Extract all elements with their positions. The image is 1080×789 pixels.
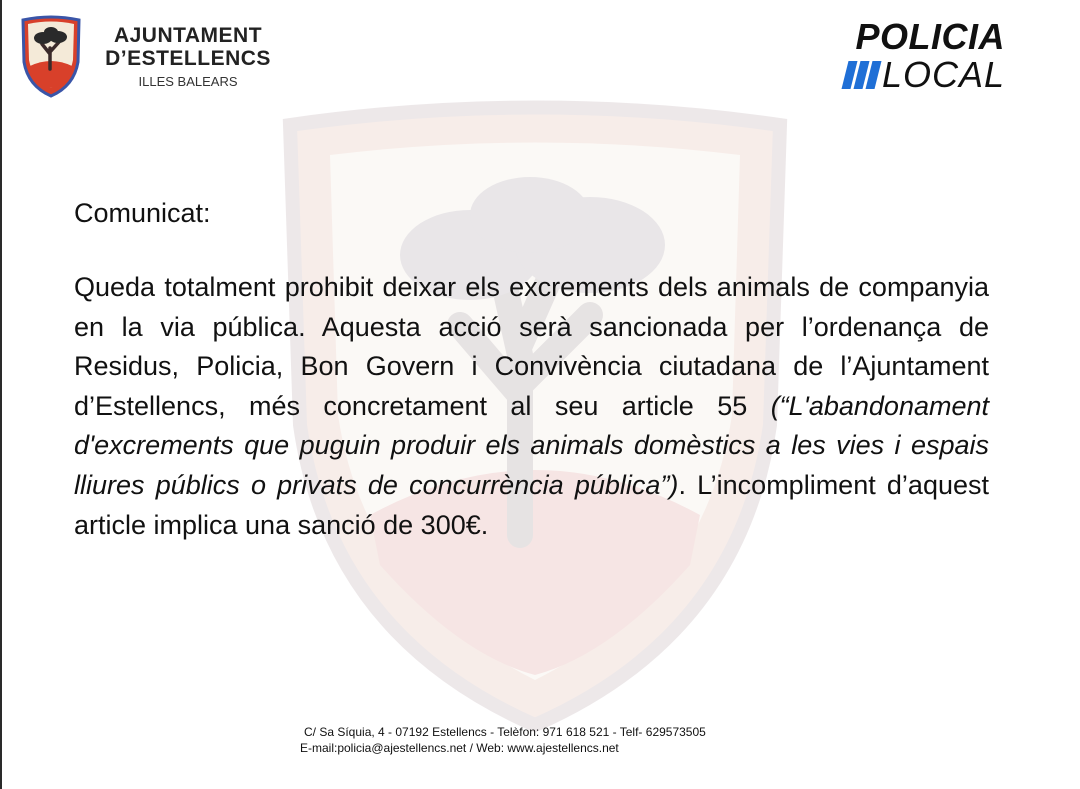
notice-body (74, 268, 989, 545)
police-stripes-icon (845, 61, 878, 89)
footer-address: C/ Sa Síquia, 4 - 07192 Estellencs - Telèfon: 971 618 521 - Telf- 629573505 (304, 725, 706, 739)
council-name-line2: D’ESTELLENCS (105, 47, 271, 70)
notice-heading: Comunicat: (74, 198, 211, 228)
notice-body-end: . L’incompliment d’aquest article implica una sanció de 300€. (74, 469, 989, 540)
council-name (88, 24, 288, 90)
police-logo-line1: POLICIA (855, 16, 1005, 57)
police-logo-line2: LOCAL (881, 54, 1005, 95)
footer-contact (300, 724, 800, 756)
council-shield-logo (20, 14, 82, 98)
council-name-line1: AJUNTAMENT (113, 24, 263, 47)
footer-email-web: E-mail:policia@ajestellencs.net / Web: www.ajestellencs.net (300, 741, 619, 755)
notice-body-main: Queda totalment prohibit deixar els excrements dels animals de companyia en la via pública. Aquesta acció serà sancionada per l’ordenança de Residus, Policia, Bon Govern i Convivència ciutadana de l’Ajuntament d’Estellencs, més concretament al seu article 55 (74, 272, 989, 421)
notice-article-quote: (“L'abandonament d'excrements que puguin produir els animals domèstics a les vies i espais lliures públics o privats de concurrència pública”) (74, 390, 989, 500)
council-region: ILLES BALEARS (138, 74, 238, 89)
police-logo (845, 18, 1005, 94)
left-border-line (0, 0, 2, 789)
